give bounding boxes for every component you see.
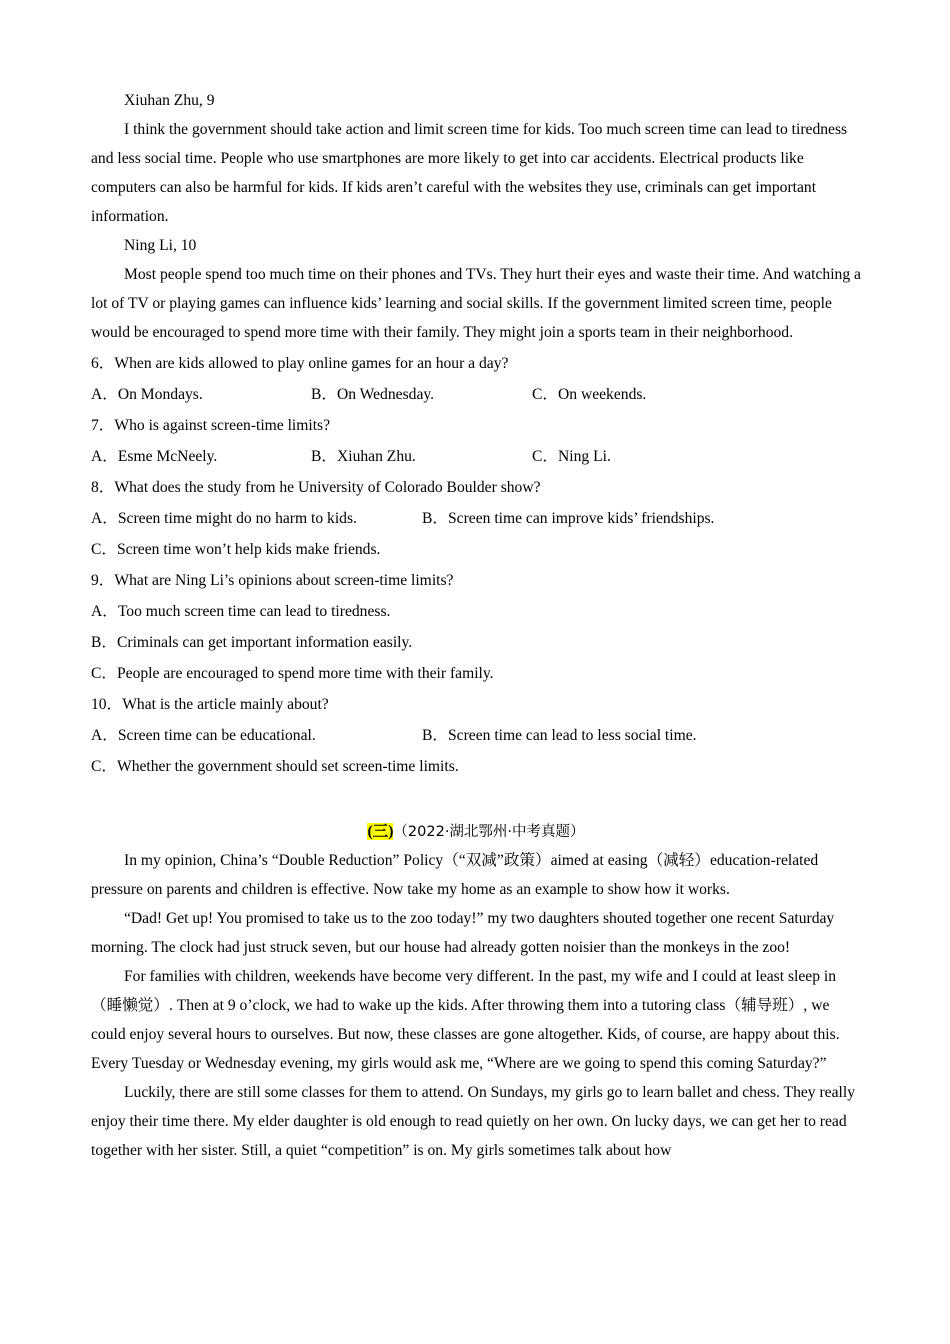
section-3-paragraph-3: For families with children, weekends have become very different. In the past, my wife and I could at least sleep in（睡懒觉）. Then at 9 o’clock, we had to wake up the kids. After throwing them into a tutoring class（辅导班）, we could enjoy several hours to ourselves. But now, these classes are gone altogether. Kids, of course, are happy about this. Every Tuesday or Wednesday evening, my girls would ask me, “Where are we going to spend this coming Saturday?” <box>91 968 840 1072</box>
question-9-stem: 9．What are Ning Li’s opinions about screen-time limits? <box>91 572 454 589</box>
paragraph-ning-li: Most people spend too much time on their phones and TVs. They hurt their eyes and waste their time. And watching a lot of TV or playing games can influence kids’ learning and social skills. If the government limited screen time, people would be encouraged to spend more time with their family. They might join a sports team in their neighborhood. <box>91 266 861 341</box>
question-10-option-b: B．Screen time can lead to less social time. <box>422 727 697 744</box>
section-3-title <box>91 817 861 846</box>
question-8-option-b: B．Screen time can improve kids’ friendships. <box>422 510 715 527</box>
section-3-paragraph-4: Luckily, there are still some classes for them to attend. On Sundays, my girls go to learn ballet and chess. They really enjoy their time there. My elder daughter is old enough to read quietly on her own. On lucky days, we can get her to read together with her sister. Still, a quiet “competition” is on. My girls sometimes talk about how <box>91 1084 855 1159</box>
question-6-option-c: C．On weekends. <box>532 386 647 403</box>
question-6-stem: 6．When are kids allowed to play online games for an hour a day? <box>91 355 509 372</box>
question-9-option-c: C．People are encouraged to spend more time with their family. <box>91 665 494 682</box>
speaker-ning-li: Ning Li, 10 <box>124 237 197 254</box>
question-7-option-b: B．Xiuhan Zhu. <box>311 448 416 465</box>
question-7-option-c: C．Ning Li. <box>532 448 611 465</box>
question-10-options-ab <box>91 720 861 751</box>
question-8-options-ab <box>91 503 861 534</box>
section-3-marker: (三) <box>367 823 394 840</box>
question-6-options <box>91 379 861 410</box>
speaker-xiuhan-zhu: Xiuhan Zhu, 9 <box>124 92 215 109</box>
question-8-option-c: C．Screen time won’t help kids make friends. <box>91 541 381 558</box>
question-7-options <box>91 441 861 472</box>
question-10-option-a: A．Screen time can be educational. <box>91 727 316 744</box>
document-page <box>91 86 861 1165</box>
question-9-option-a: A．Too much screen time can lead to tiredness. <box>91 603 391 620</box>
question-6-option-a: A．On Mondays. <box>91 386 203 403</box>
section-3-paragraph-2: “Dad! Get up! You promised to take us to the zoo today!” my two daughters shouted together one recent Saturday morning. The clock had just struck seven, but our house had already gotten noisier than the monkeys in the zoo! <box>91 910 835 956</box>
question-9-option-b: B．Criminals can get important information easily. <box>91 634 413 651</box>
section-3-source: （2022·湖北鄂州·中考真题） <box>393 824 585 840</box>
question-7-option-a: A．Esme McNeely. <box>91 448 218 465</box>
question-8-stem: 8．What does the study from he University of Colorado Boulder show? <box>91 479 541 496</box>
question-6-option-b: B．On Wednesday. <box>311 386 435 403</box>
question-8-option-a: A．Screen time might do no harm to kids. <box>91 510 357 527</box>
section-3-paragraph-1: In my opinion, China’s “Double Reduction” Policy（“双减”政策）aimed at easing（减轻）education-related pressure on parents and children is effective. Now take my home as an example to show how it works. <box>91 852 819 898</box>
question-10-stem: 10．What is the article mainly about? <box>91 696 329 713</box>
paragraph-xiuhan-zhu: I think the government should take action and limit screen time for kids. Too much screen time can lead to tiredness and less social time. People who use smartphones are more likely to get into car accidents. Electrical products like computers can also be harmful for kids. If kids aren’t careful with the websites they use, criminals can get important information. <box>91 121 848 225</box>
question-10-option-c: C．Whether the government should set screen-time limits. <box>91 758 459 775</box>
question-7-stem: 7．Who is against screen-time limits? <box>91 417 331 434</box>
